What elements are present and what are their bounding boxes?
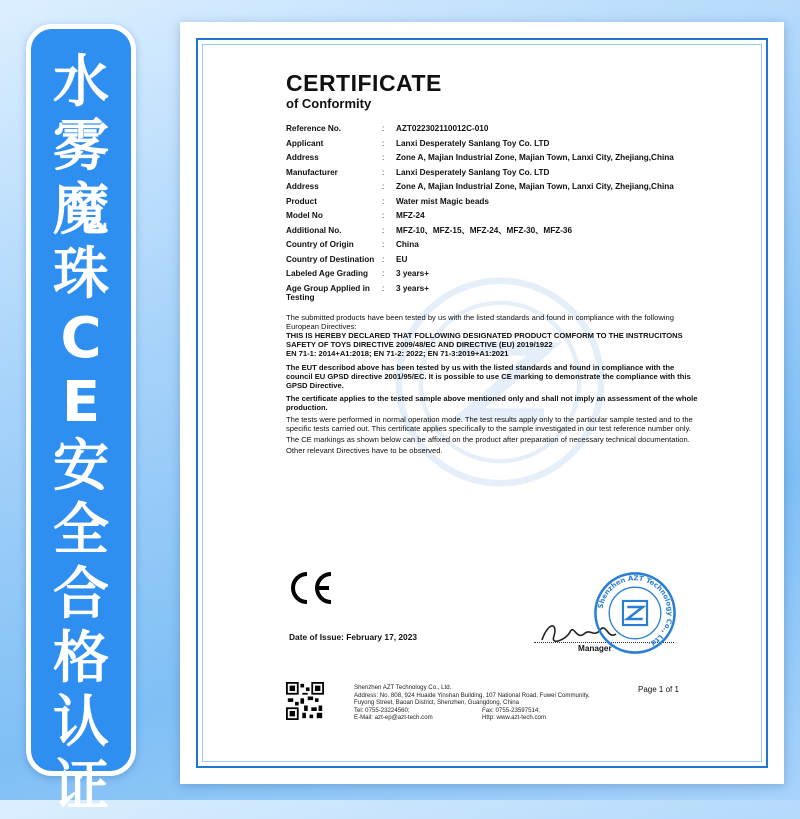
banner-char: 格 (53, 626, 109, 691)
field-value: 3 years+ (396, 269, 430, 278)
certificate-subtitle: of Conformity (286, 96, 372, 111)
field-value: China (396, 240, 419, 249)
footer-company-info (354, 684, 590, 722)
field-row: Applicant : Lanxi Desperately Sanlang Toy Co. LTD (286, 139, 702, 149)
field-value: Zone A, Majian Industrial Zone, Majian Town, Lanxi City, Zhejiang,China (396, 182, 674, 191)
qr-code (286, 682, 324, 720)
banner-char: 珠 (53, 242, 109, 307)
field-row: Product : Water mist Magic beads (286, 197, 702, 207)
directive-intro: The submitted products have been tested by us with the listed standards and found in compliance with the following European Directives: (286, 312, 674, 331)
field-label: Country of Destination (286, 254, 375, 264)
tests-paragraph: The tests were performed in normal operation mode. The test results apply only to the particular sample tested and to the specific tests carried out. This certificate applies specifically to the sample investigated in our test reference number only. (286, 414, 693, 433)
field-label: Reference No. (286, 124, 342, 133)
field-value: Zone A, Majian Industrial Zone, Majian Town, Lanxi City, Zhejiang,China (396, 153, 674, 162)
banner-char: E (61, 370, 101, 435)
banner-char: 全 (53, 498, 109, 563)
field-row: Country of Origin : China (286, 240, 702, 250)
gpsd-paragraph: The EUT describod above has been tested by us with the listed standards and found in compliance with the council EU GPSD directive 2001/95/EC. It is possible to use CE marking to demonstrate the compliance with this GPSD Directive. (286, 362, 691, 390)
directive-declaration: THIS IS HEREBY DECLARED THAT FOLLOWING DESIGNATED PRODUCT COMFORM TO THE INSTRUCITONS SAFETY OF TOYS DIRECTIVE 2009/48/EC AND DIRECTIVE (EU) 2019/1922 (286, 330, 683, 350)
field-value: EU (396, 254, 408, 264)
footer-address2: Fuyong Street, Baoan District, Shenzhen, Guangdong, China (354, 699, 519, 707)
field-value: MFZ-10、MFZ-15、MFZ-24、MFZ-30、MFZ-36 (396, 225, 573, 235)
date-of-issue: Date of Issue: February 17, 2023 (289, 632, 418, 642)
scope-paragraph: The certificate applies to the tested sample above mentioned only and shall not imply an assessment of the whole production. (286, 394, 698, 413)
field-label: Applicant (286, 138, 324, 148)
banner-char: 安 (53, 434, 109, 499)
footer-email[interactable]: E-Mail: azt-ep@azt-tech.com (354, 714, 433, 722)
field-value: 3 years+ (396, 283, 430, 293)
field-row: Address : Zone A, Majian Industrial Zone, Majian Town, Lanxi City, Zhejiang,China (286, 182, 702, 192)
field-row: Country of Destination : EU (286, 255, 702, 265)
field-row: Labeled Age Grading : 3 years+ (286, 269, 702, 279)
field-value: AZT022302110012C-010 (396, 124, 489, 133)
field-value: Lanxi Desperately Sanlang Toy Co. LTD (396, 138, 550, 148)
banner-char: 证 (53, 754, 109, 819)
banner-char: 魔 (53, 178, 109, 243)
field-label: Product (286, 196, 317, 206)
banner-char: 水 (53, 50, 109, 115)
ce-mark-icon (287, 568, 335, 608)
title-banner (26, 24, 136, 819)
footer-address1: Address: No. 808, 924 Huaide Yinshan Building, 107 National Road, Fuwei Community, (354, 691, 590, 699)
field-label: Address (286, 153, 319, 162)
certificate-document (180, 22, 784, 784)
field-label: Manufacturer (286, 167, 338, 177)
banner-char: 合 (53, 562, 109, 627)
field-row: Reference No. : AZT022302110012C-010 (286, 124, 702, 134)
field-value: MFZ-24 (396, 211, 425, 220)
signer-title: Manager (578, 644, 612, 653)
ce-marking-paragraph: The CE markings as shown below can be affixed on the product after preparation of necessary technical documentation. (286, 434, 690, 444)
field-label: Model No (286, 211, 323, 220)
other-directives-paragraph: Other relevant Directives have to be observed. (286, 446, 443, 456)
field-label: Address (286, 182, 319, 191)
page-number: Page 1 of 1 (638, 685, 679, 694)
footer-tel: Tel: 0755-23224560; (354, 706, 410, 714)
field-label: Age Group Applied in Testing (286, 283, 370, 302)
field-row: Age Group Applied in Testing : 3 years+ (286, 284, 702, 303)
field-row: Manufacturer : Lanxi Desperately Sanlang Toy Co. LTD (286, 168, 702, 178)
footer-company: Shenzhen AZT Technology Co., Ltd. (354, 684, 452, 691)
field-label: Additional No. (286, 225, 342, 235)
field-label: Labeled Age Grading (286, 269, 369, 278)
field-row: Model No : MFZ-24 (286, 211, 702, 221)
footer-website[interactable]: Http: www.azt-tech.com (482, 714, 547, 722)
field-row: Address : Zone A, Majian Industrial Zone, Majian Town, Lanxi City, Zhejiang,China (286, 153, 702, 163)
field-row: Additional No. : MFZ-10、MFZ-15、MFZ-24、MFZ-30、MFZ-36 (286, 226, 702, 236)
banner-char: 认 (53, 690, 109, 755)
standards-list: EN 71-1: 2014+A1:2018; EN 71-2: 2022; EN 71-3:2019+A1:2021 (286, 349, 509, 359)
certificate-title: CERTIFICATE (286, 70, 442, 96)
footer-fax: Fax: 0755-23597514; (482, 706, 540, 714)
certificate-content (286, 70, 702, 455)
seal-text: Shenzhen AZT Technology Co., Ltd. (596, 574, 674, 649)
field-value: Water mist Magic beads (396, 196, 489, 206)
field-value: Lanxi Desperately Sanlang Toy Co. LTD (396, 167, 550, 177)
field-label: Country of Origin (286, 240, 354, 249)
banner-char: 雾 (53, 114, 109, 179)
banner-char: C (60, 306, 102, 371)
